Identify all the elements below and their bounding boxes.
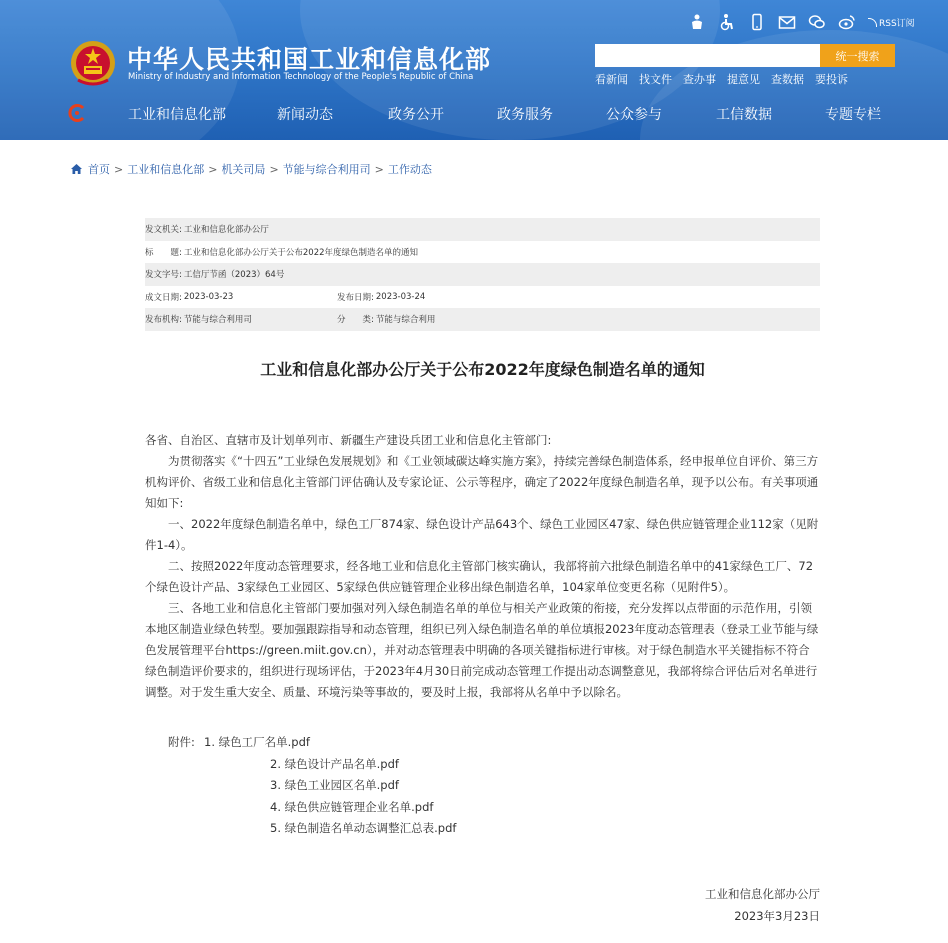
nav-item-services[interactable]: 政务服务	[497, 107, 553, 123]
attachment-row	[168, 754, 456, 776]
breadcrumb-separator: >	[208, 162, 218, 176]
attachment-row	[168, 818, 456, 840]
home-icon	[70, 163, 83, 175]
top-icon-bar	[688, 11, 915, 33]
nav-item-topics[interactable]: 专题专栏	[825, 107, 881, 123]
signature-date: 2023年3月23日	[734, 909, 820, 923]
weibo-icon[interactable]	[838, 13, 856, 31]
site-subtitle: Ministry of Industry and Information Technology of the People's Republic of China	[128, 72, 474, 82]
meta-category-cell	[337, 313, 435, 325]
meta-created: 2023-03-23	[183, 291, 234, 302]
document-title: 工业和信息化部办公厅关于公布2022年度绿色制造名单的通知	[260, 360, 705, 379]
breadcrumb-miit[interactable]: 工业和信息化部	[127, 163, 205, 176]
meta-published: 2023-03-24	[375, 291, 426, 302]
site-title: 中华人民共和国工业和信息化部	[127, 45, 492, 74]
mail-icon[interactable]	[778, 13, 796, 31]
main-nav	[0, 104, 948, 124]
meta-published-cell	[337, 291, 425, 303]
accessibility-icon[interactable]	[718, 13, 736, 31]
attachments-list	[168, 732, 456, 840]
quick-link-complaint[interactable]: 要投诉	[815, 73, 848, 86]
paragraph: 一、2022年度绿色制造名单中，绿色工厂874家、绿色设计产品643个、绿色工业园区47家、绿色供应链管理企业112家（见附件1-4）。	[145, 517, 819, 552]
signature-block	[705, 883, 820, 927]
meta-docno: 工信厅节函（2023）64号	[183, 270, 285, 281]
breadcrumb-home[interactable]: 首页	[88, 163, 110, 176]
meta-issuer: 工业和信息化部办公厅	[183, 225, 269, 236]
attachment-link[interactable]: 2. 绿色设计产品名单.pdf	[270, 756, 399, 771]
mobile-icon[interactable]	[748, 13, 766, 31]
meta-label: 发文机关:	[145, 225, 182, 236]
breadcrumb	[70, 161, 432, 177]
salutation: 各省、自治区、直辖市及计划单列市、新疆生产建设兵团工业和信息化主管部门:	[145, 433, 552, 447]
nav-item-news[interactable]: 新闻动态	[277, 107, 333, 123]
nav-item-data[interactable]: 工信数据	[716, 107, 772, 123]
attachment-row	[168, 797, 456, 819]
breadcrumb-work-news[interactable]: 工作动态	[387, 163, 432, 176]
breadcrumb-energy-dept[interactable]: 节能与综合利用司	[282, 163, 371, 176]
meta-row-dates	[145, 286, 820, 309]
paragraph: 二、按照2022年度动态管理要求，经各地工业和信息化主管部门核实确认，我部将前六批绿色制造名单中的41家绿色工厂、72个绿色设计产品、3家绿色工业园区、5家绿色供应链管理企业移出绿色制造名单，104家单位变更名称（见附件5）。	[145, 559, 814, 594]
search-input[interactable]	[595, 44, 820, 67]
meta-row-docno	[145, 263, 820, 286]
attachment-row	[168, 732, 456, 754]
meta-row-title	[145, 241, 820, 264]
elderly-mode-icon[interactable]	[688, 13, 706, 31]
document-body	[145, 430, 820, 703]
quick-links	[595, 71, 859, 87]
meta-org: 节能与综合利用司	[183, 315, 252, 326]
meta-label: 标 题:	[145, 247, 182, 258]
meta-category: 节能与综合利用	[375, 315, 436, 326]
quick-link-news[interactable]: 看新闻	[595, 73, 628, 86]
rss-link[interactable]	[868, 16, 915, 29]
national-emblem-icon	[70, 40, 116, 86]
attachment-row	[168, 775, 456, 797]
signature-org: 工业和信息化部办公厅	[705, 887, 820, 901]
wechat-icon[interactable]	[808, 13, 826, 31]
meta-label: 发文字号:	[145, 270, 182, 281]
attachments-label: 附件:	[168, 735, 195, 749]
nav-item-participation[interactable]: 公众参与	[606, 107, 662, 123]
nav-item-gov-affairs[interactable]: 政务公开	[388, 107, 444, 123]
breadcrumb-separator: >	[374, 162, 384, 176]
document-meta-table	[145, 218, 820, 331]
meta-row-org	[145, 308, 820, 331]
attachment-link[interactable]: 1. 绿色工厂名单.pdf	[204, 735, 310, 749]
meta-row-issuer	[145, 218, 820, 241]
meta-label: 成文日期:	[145, 292, 182, 303]
search-button[interactable]: 统一搜索	[820, 44, 895, 67]
meta-org-cell	[145, 313, 337, 325]
site-header	[0, 0, 948, 140]
rss-label: RSS订阅	[879, 18, 915, 29]
meta-label: 发布日期:	[337, 292, 374, 303]
rss-icon	[868, 18, 877, 27]
quick-link-files[interactable]: 找文件	[639, 73, 672, 86]
nav-item-miit[interactable]: 工业和信息化部	[128, 107, 226, 123]
paragraph: 三、各地工业和信息化主管部门要加强对列入绿色制造名单的单位与相关产业政策的衔接，充分发挥以点带面的示范作用，引领本地区制造业绿色转型。要加强跟踪指导和动态管理，组织已列入绿色制造名单的单位填报2023年度动态管理表（登录工业节能与绿色发展管理平台https://green.miit.gov.cn），并对动态管理表中明确的各项关键指标进行审核。对于绿色制造水平关键指标不符合绿色制造评价要求的，组织进行现场评估，于2023年4月30日前完成动态管理工作提出动态调整意见，我部将综合评估后对名单进行调整。对于发生重大安全、质量、环境污染等事故的，要及时上报，我部将从名单中予以除名。	[145, 601, 819, 699]
quick-link-feedback[interactable]: 提意见	[727, 73, 760, 86]
paragraph: 为贯彻落实《“十四五”工业绿色发展规划》和《工业领域碳达峰实施方案》，持续完善绿色制造体系，经申报单位自评价、第三方机构评价、省级工业和信息化主管部门评估确认及专家论证、公示等程序，确定了2022年度绿色制造名单，现予以公布。有关事项通知如下:	[145, 454, 819, 510]
meta-label: 分 类:	[337, 315, 374, 326]
meta-created-cell	[145, 291, 337, 303]
quick-link-services[interactable]: 查办事	[683, 73, 716, 86]
quick-link-data[interactable]: 查数据	[771, 73, 804, 86]
breadcrumb-departments[interactable]: 机关司局	[221, 163, 266, 176]
attachment-link[interactable]: 4. 绿色供应链管理企业名单.pdf	[270, 799, 434, 814]
attachment-link[interactable]: 3. 绿色工业园区名单.pdf	[270, 778, 399, 792]
meta-label: 发布机构:	[145, 315, 182, 326]
meta-title: 工业和信息化部办公厅关于公布2022年度绿色制造名单的通知	[183, 247, 419, 258]
breadcrumb-separator: >	[114, 162, 124, 176]
breadcrumb-separator: >	[269, 162, 279, 176]
attachment-link[interactable]: 5. 绿色制造名单动态调整汇总表.pdf	[270, 821, 457, 835]
